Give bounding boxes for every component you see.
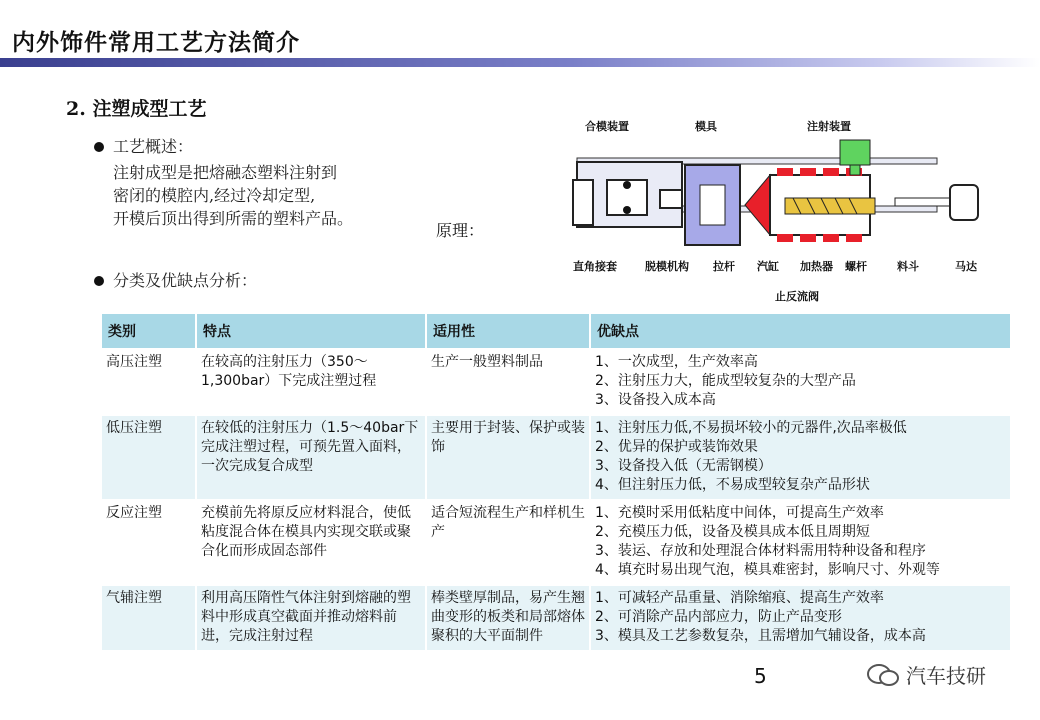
bullet-dot [94, 276, 104, 286]
bullet-dot [94, 142, 104, 152]
pros-cons-line: 2、优异的保护或装饰效果 [595, 439, 758, 455]
pros-cons-line: 2、注射压力大，能成型较复杂的大型产品 [595, 373, 856, 389]
header-applicability: 适用性 [426, 314, 590, 349]
cell-category: 反应注塑 [102, 500, 196, 585]
process-comparison-table [102, 314, 1012, 650]
cell-pros-cons [590, 585, 1011, 650]
cell-category: 高压注塑 [102, 349, 196, 415]
page-number: 5 [754, 664, 767, 688]
cell-feature: 在较低的注射压力（1.5～40bar下完成注塑过程，可预先置入面料，一次完成复合成型 [196, 415, 426, 500]
overview-text: 注射成型是把熔融态塑料注射到 密闭的模腔内,经过冷却定型, 开模后顶出得到所需的塑料产品。 [113, 163, 354, 228]
pros-cons-line: 3、设备投入低（无需钢模） [595, 458, 772, 474]
principle-label: 原理： [436, 221, 485, 240]
pros-cons-line: 3、模具及工艺参数复杂，且需增加气辅设备，成本高 [595, 628, 926, 644]
cell-applicability: 适合短流程生产和样机生产 [426, 500, 590, 585]
classification-label: 分类及优缺点分析： [113, 271, 258, 290]
pros-cons-line: 1、一次成型，生产效率高 [595, 354, 758, 370]
pros-cons-line: 2、可消除产品内部应力，防止产品变形 [595, 609, 842, 625]
label-inject: 注射装置 [807, 120, 851, 133]
table-header-row [102, 314, 1011, 349]
label-screw: 螺杆 [845, 260, 867, 273]
table-row [102, 585, 1011, 650]
label-toggle: 直角接套 [573, 260, 617, 273]
brand-name: 汽车技研 [906, 664, 986, 688]
label-cylinder: 汽缸 [757, 260, 779, 273]
section-heading: 2. 注塑成型工艺 [66, 98, 207, 120]
cell-applicability: 主要用于封装、保护或装饰 [426, 415, 590, 500]
table-row [102, 349, 1011, 415]
label-ejector: 脱模机构 [645, 260, 689, 273]
label-motor: 马达 [955, 260, 977, 273]
label-hopper: 料斗 [897, 260, 919, 273]
label-mold: 模具 [695, 120, 717, 133]
hopper [840, 140, 870, 165]
label-heater: 加热器 [800, 260, 833, 273]
label-clamp: 合模装置 [585, 120, 629, 133]
cell-category: 低压注塑 [102, 415, 196, 500]
pros-cons-line: 3、设备投入成本高 [595, 392, 716, 408]
brand-watermark [866, 660, 986, 689]
overview-label: 工艺概述： [113, 137, 194, 156]
header-category: 类别 [102, 314, 196, 349]
screw [785, 198, 875, 214]
header-pros-cons: 优缺点 [590, 314, 1011, 349]
cell-feature: 充模前先将原反应材料混合，使低粘度混合体在模具内实现交联或聚合化而形成固态部件 [196, 500, 426, 585]
injection-molding-diagram [555, 110, 995, 310]
pros-cons-line: 4、填充时易出现气泡，模具难密封，影响尺寸、外观等 [595, 562, 940, 578]
pros-cons-line: 4、但注射压力低，不易成型较复杂产品形状 [595, 477, 870, 493]
pros-cons-line: 2、充模压力低，设备及模具成本低且周期短 [595, 524, 870, 540]
cell-pros-cons [590, 500, 1011, 585]
pros-cons-line: 1、充模时采用低粘度中间体，可提高生产效率 [595, 505, 884, 521]
table-row [102, 500, 1011, 585]
table-row [102, 415, 1011, 500]
title-divider-bar [0, 58, 1040, 67]
pros-cons-line: 1、注射压力低,不易损坏较小的元器件,次品率极低 [595, 420, 907, 436]
cell-category: 气辅注塑 [102, 585, 196, 650]
slide-title: 内外饰件常用工艺方法简介 [12, 29, 300, 56]
cell-pros-cons [590, 415, 1011, 500]
cell-pros-cons [590, 349, 1011, 415]
pros-cons-line: 3、装运、存放和处理混合体材料需用特种设备和程序 [595, 543, 926, 559]
motor [950, 185, 978, 220]
header-feature: 特点 [196, 314, 426, 349]
cell-feature: 在较高的注射压力（350～1,300bar）下完成注塑过程 [196, 349, 426, 415]
label-tierod: 拉杆 [713, 260, 735, 273]
pros-cons-line: 1、可减轻产品重量、消除缩痕、提高生产效率 [595, 590, 884, 606]
cell-feature: 利用高压隋性气体注射到熔融的塑料中形成真空截面并推动熔料前进，完成注射过程 [196, 585, 426, 650]
cell-applicability: 棒类壁厚制品，易产生翘曲变形的板类和局部熔体聚积的大平面制件 [426, 585, 590, 650]
cell-applicability: 生产一般塑料制品 [426, 349, 590, 415]
wechat-logo-icon [866, 663, 900, 687]
label-valve: 止反流阀 [775, 290, 819, 303]
